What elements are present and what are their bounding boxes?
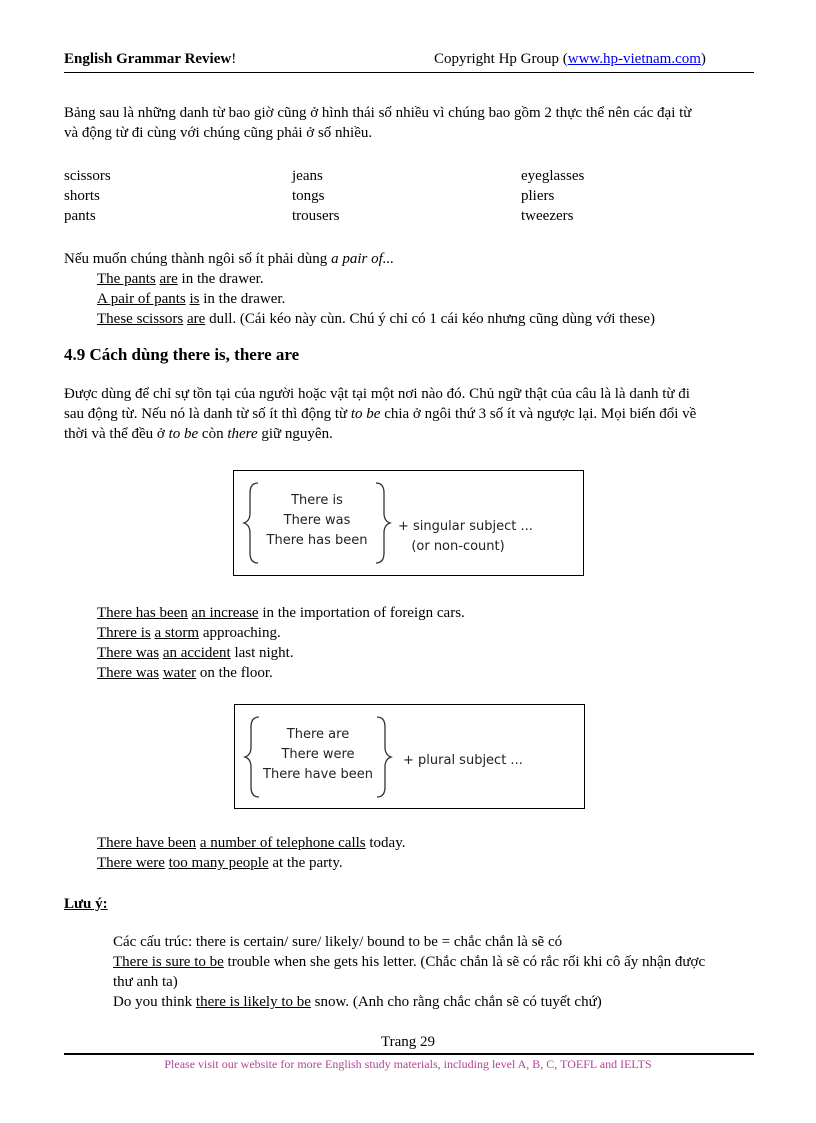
form-label: There were: [281, 747, 355, 762]
section-heading: 4.9 Cách dùng there is, there are: [64, 345, 300, 364]
example-sentence: There were too many people at the party.: [97, 855, 343, 871]
plural-rule: + plural subject ...: [403, 753, 523, 768]
intro-paragraph: Bảng sau là những danh từ bao giờ cũng ở hình thái số nhiều vì chúng bao gồm 2 thực thể nên các đại từ và động từ đi cùng với chúng cũng phải ở số nhiều.: [64, 105, 692, 141]
noun-column-1: [64, 166, 111, 226]
example-sentence: There has been an increase in the importation of foreign cars.: [97, 605, 465, 621]
noun-item: scissors: [64, 168, 111, 184]
form-label: There are: [286, 727, 350, 742]
page-number: Trang 29: [380, 1034, 436, 1050]
singular-examples: [97, 603, 465, 683]
example-sentence: A pair of pants is in the drawer.: [97, 291, 286, 307]
form-label: There was: [283, 513, 351, 528]
singular-structure-box: [233, 470, 584, 576]
example-sentence: There was an accident last night.: [97, 645, 294, 661]
note-body: Các cấu trúc: there is certain/ sure/ likely/ bound to be = chắc chắn là sẽ có There is sure to be trouble when she gets his letter. (Chắc chắn là sẽ có rắc rối khi cô ấy nhận được thư anh ta) Do you think there is likely to be snow. (Anh cho rằng chắc chắn sẽ có tuyết chứ): [113, 934, 706, 1010]
example-sentence: The pants are in the drawer.: [97, 271, 264, 287]
noun-column-3: [521, 166, 584, 226]
noun-item: trousers: [292, 208, 340, 224]
noun-item: pliers: [521, 188, 555, 204]
singular-forms: [258, 491, 376, 551]
example-sentence: These scissors are dull. (Cái kéo này cùn. Chú ý chỉ có 1 cái kéo nhưng cũng dùng với these): [97, 311, 656, 327]
noun-item: tongs: [292, 188, 325, 204]
noun-item: jeans: [292, 168, 323, 184]
footer-note: Please visit our website for more English study materials, including level A, B, C, TOEFL and IELTS: [164, 1057, 652, 1071]
plural-forms: [259, 725, 377, 785]
header-copyright: Copyright Hp Group (www.hp-vietnam.com): [434, 51, 706, 67]
note-title: Lưu ý:: [64, 896, 108, 912]
form-label: There has been: [266, 533, 368, 548]
noun-item: tweezers: [521, 208, 574, 224]
example-sentence: There was water on the floor.: [97, 665, 273, 681]
left-brace: [244, 483, 258, 563]
right-brace: [376, 483, 390, 563]
usage-paragraph: Được dùng để chỉ sự tồn tại của người hoặc vật tại một nơi nào đó. Chủ ngữ thật của câu là là danh từ đi sau động từ. Nếu nó là danh từ số ít thì động từ to be chia ở ngôi thứ 3 số ít và ngược lại. Mọi biến đổi về thời và thể đều ở to be còn there giữ nguyên.: [64, 386, 697, 442]
header-divider: [64, 72, 754, 73]
plural-examples: [97, 833, 406, 873]
singular-rule: + singular subject ... (or non-count): [398, 519, 533, 554]
example-sentence: Threre is a storm approaching.: [97, 625, 281, 641]
noun-item: shorts: [64, 188, 100, 204]
noun-item: eyeglasses: [521, 168, 585, 184]
form-label: There is: [291, 493, 343, 508]
header-website-link[interactable]: www.hp-vietnam.com: [567, 51, 701, 67]
noun-item: pants: [64, 208, 96, 224]
right-brace: [377, 717, 391, 797]
form-label: There have been: [263, 767, 373, 782]
left-brace: [245, 717, 259, 797]
pair-examples: [97, 269, 655, 329]
example-sentence: There have been a number of telephone calls today.: [97, 835, 406, 851]
noun-column-2: [292, 166, 340, 226]
pair-of-note: Nếu muốn chúng thành ngôi số ít phải dùng a pair of...: [64, 251, 394, 267]
plural-structure-box: [234, 704, 585, 809]
header-title: English Grammar Review!: [64, 51, 237, 67]
footer-divider: [64, 1053, 754, 1055]
